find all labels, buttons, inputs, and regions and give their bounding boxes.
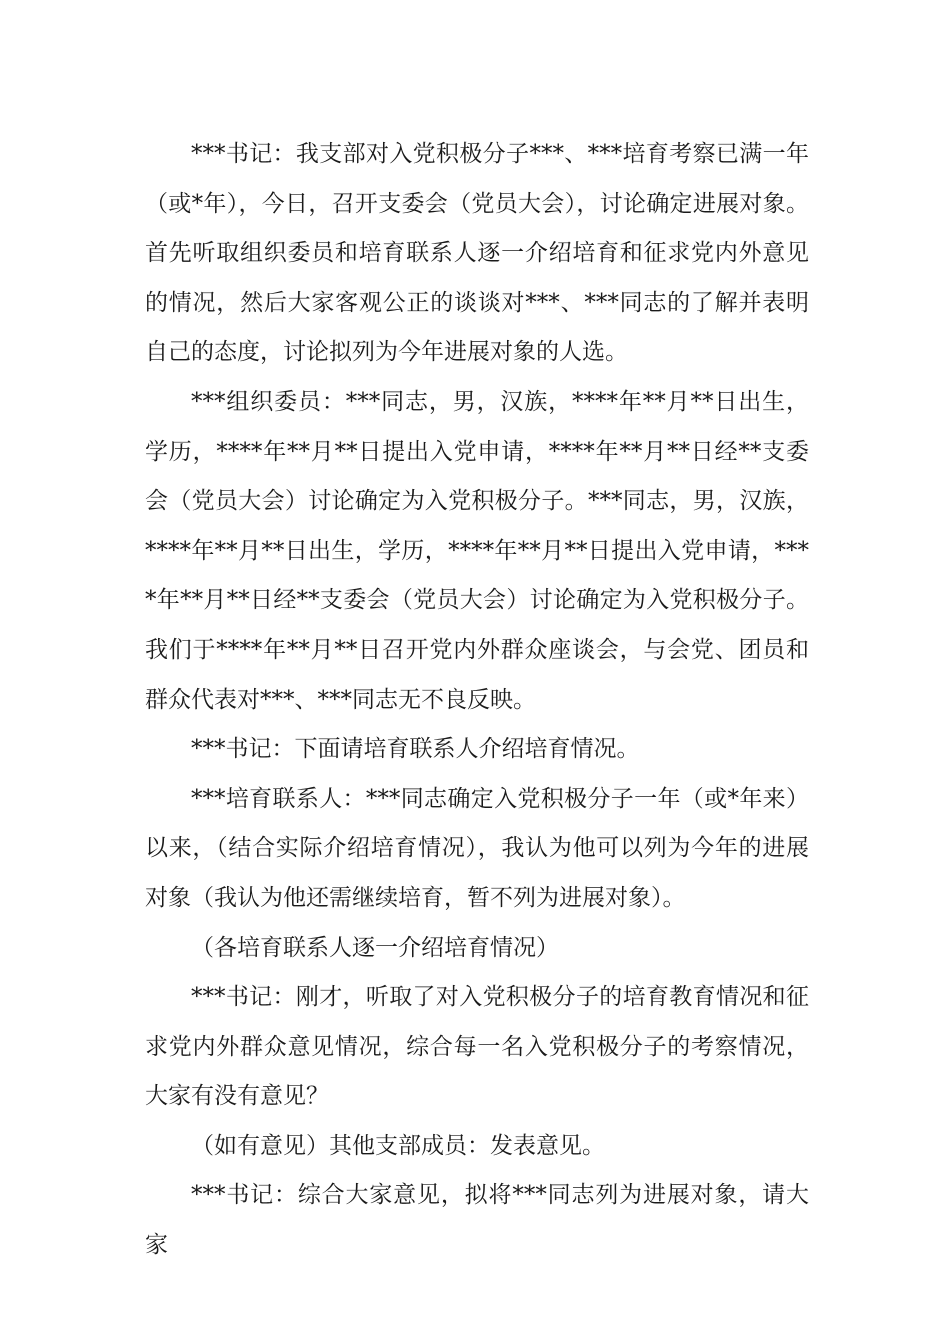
paragraph-organization-member-report: ***组织委员：***同志，男，汉族，****年**月**日出生，学历，****年**月**日提出入党申请，****年**月**日经**支委会（党员大会）讨论确定为入党积极分子。***同志，男，汉族，****年**月**日出生，学历，****年**月**日提出入党申请，****年**月**日经**支委会（党员大会）讨论确定为入党积极分子。我们于****年**月**日召开党内外群众座谈会，与会党、团员和群众代表对***、***同志无不良反映。 [145,388,809,713]
paragraph-secretary-proposal: ***书记：综合大家意见，拟将***同志列为进展对象，请大家 [145,1182,809,1259]
paragraph-secretary-opening: ***书记：我支部对入党积极分子***、***培育考察已满一年（或*年），今日，召开支委会（党员大会），讨论确定进展对象。首先听取组织委员和培育联系人逐一介绍培育和征求党内外意见的情况，然后大家客观公正的谈谈对***、***同志的了解并表明自己的态度，讨论拟列为今年进展对象的人选。 [145,141,809,366]
paragraph-secretary-question: ***书记：刚才，听取了对入党积极分子的培育教育情况和征求党内外群众意见情况，综合每一名入党积极分子的考察情况，大家有没有意见？ [145,984,809,1110]
paragraph-contacts-note: （各培育联系人逐一介绍培育情况） [191,934,559,961]
document-body [145,130,809,1271]
paragraph-secretary-request: ***书记：下面请培育联系人介绍培育情况。 [191,736,640,763]
paragraph-members-opinion: （如有意见）其他支部成员：发表意见。 [191,1132,605,1159]
paragraph-contact-person-report: ***培育联系人：***同志确定入党积极分子一年（或*年来）以来，（结合实际介绍培育情况），我认为他可以列为今年的进展对象（我认为他还需继续培育，暂不列为进展对象）。 [145,785,809,911]
